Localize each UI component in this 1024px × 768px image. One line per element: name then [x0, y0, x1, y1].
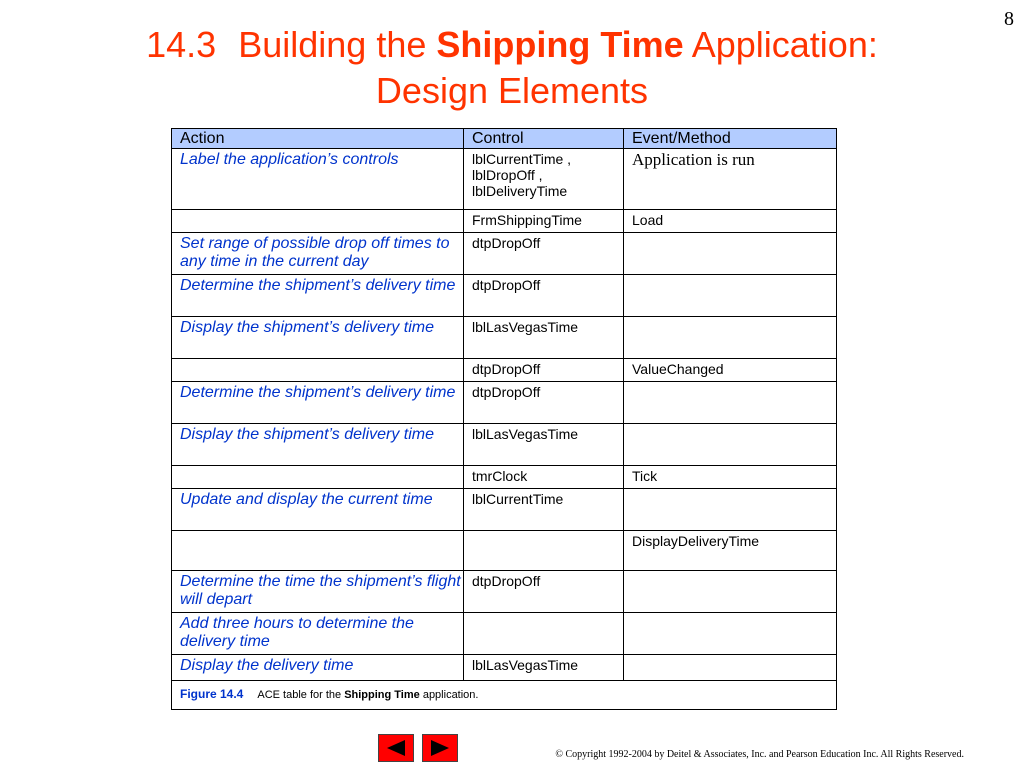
- title-prefix: Building the: [238, 24, 437, 65]
- control-cell: lblLasVegasTime: [464, 655, 624, 681]
- right-arrow-icon: [429, 739, 451, 757]
- table-row: [172, 531, 837, 571]
- event-cell: [624, 424, 837, 466]
- table-row: [172, 382, 837, 424]
- table-row: [172, 655, 837, 681]
- action-cell: Update and display the current time: [172, 489, 464, 531]
- event-cell: DisplayDeliveryTime: [624, 531, 837, 571]
- slide-title: [90, 22, 934, 114]
- previous-slide-button[interactable]: [378, 734, 414, 762]
- event-cell: Application is run: [624, 149, 837, 210]
- table-row: [172, 233, 837, 275]
- caption-text-after: application.: [419, 689, 479, 701]
- table-row: [172, 317, 837, 359]
- header-action: Action: [172, 129, 464, 149]
- control-cell: lblCurrentTime , lblDropOff , lblDeliveryTime: [464, 149, 624, 210]
- table-row: [172, 424, 837, 466]
- action-cell: Label the application’s controls: [172, 149, 464, 210]
- left-arrow-icon: [385, 739, 407, 757]
- table-row: [172, 359, 837, 382]
- control-cell: lblCurrentTime: [464, 489, 624, 531]
- event-cell: [624, 275, 837, 317]
- next-slide-button[interactable]: [422, 734, 458, 762]
- action-cell: Display the shipment’s delivery time: [172, 424, 464, 466]
- action-cell: [172, 466, 464, 489]
- copyright-notice: © Copyright 1992-2004 by Deitel & Associates, Inc. and Pearson Education Inc. All Rights Reserved.: [555, 749, 964, 760]
- header-control: Control: [464, 129, 624, 149]
- table-row: [172, 210, 837, 233]
- action-cell: [172, 531, 464, 571]
- title-suffix: Application:: [683, 24, 878, 65]
- section-number: 14.3: [146, 24, 217, 65]
- header-event-method: Event/Method: [624, 129, 837, 149]
- title-line-1: [90, 22, 934, 68]
- event-cell: [624, 571, 837, 613]
- event-cell: [624, 382, 837, 424]
- table-row: [172, 613, 837, 655]
- event-cell: [624, 655, 837, 681]
- caption-row: [172, 681, 837, 710]
- caption-app-name: Shipping Time: [344, 689, 420, 701]
- ace-table: [171, 128, 837, 710]
- table-row: [172, 466, 837, 489]
- control-cell: tmrClock: [464, 466, 624, 489]
- table-row: [172, 149, 837, 210]
- event-cell: [624, 489, 837, 531]
- title-line-2: Design Elements: [375, 70, 649, 111]
- table-row: [172, 489, 837, 531]
- control-cell: FrmShippingTime: [464, 210, 624, 233]
- figure-label: Figure 14.4: [180, 687, 244, 701]
- event-cell: [624, 233, 837, 275]
- action-cell: Add three hours to determine the delivery time: [172, 613, 464, 655]
- event-cell: Tick: [624, 466, 837, 489]
- control-cell: lblLasVegasTime: [464, 424, 624, 466]
- table-header-row: [172, 129, 837, 149]
- table-row: [172, 571, 837, 613]
- control-cell: dtpDropOff: [464, 275, 624, 317]
- action-cell: Determine the shipment’s delivery time: [172, 382, 464, 424]
- figure-caption: [172, 681, 837, 710]
- action-cell: Display the shipment’s delivery time: [172, 317, 464, 359]
- caption-text-before: ACE table for the: [257, 689, 345, 701]
- control-cell: [464, 531, 624, 571]
- control-cell: [464, 613, 624, 655]
- slide-navigation: [378, 734, 458, 760]
- control-cell: dtpDropOff: [464, 233, 624, 275]
- action-cell: Set range of possible drop off times to any time in the current day: [172, 233, 464, 275]
- action-cell: Determine the shipment’s delivery time: [172, 275, 464, 317]
- event-cell: [624, 613, 837, 655]
- table-row: [172, 275, 837, 317]
- event-cell: Load: [624, 210, 837, 233]
- page-number: 8: [1004, 8, 1014, 30]
- event-cell: ValueChanged: [624, 359, 837, 382]
- action-cell: [172, 210, 464, 233]
- action-cell: [172, 359, 464, 382]
- action-cell: Display the delivery time: [172, 655, 464, 681]
- control-cell: dtpDropOff: [464, 359, 624, 382]
- title-app-name: Shipping Time: [436, 24, 684, 65]
- control-cell: dtpDropOff: [464, 571, 624, 613]
- control-cell: lblLasVegasTime: [464, 317, 624, 359]
- action-cell: Determine the time the shipment’s flight will depart: [172, 571, 464, 613]
- event-cell: [624, 317, 837, 359]
- control-cell: dtpDropOff: [464, 382, 624, 424]
